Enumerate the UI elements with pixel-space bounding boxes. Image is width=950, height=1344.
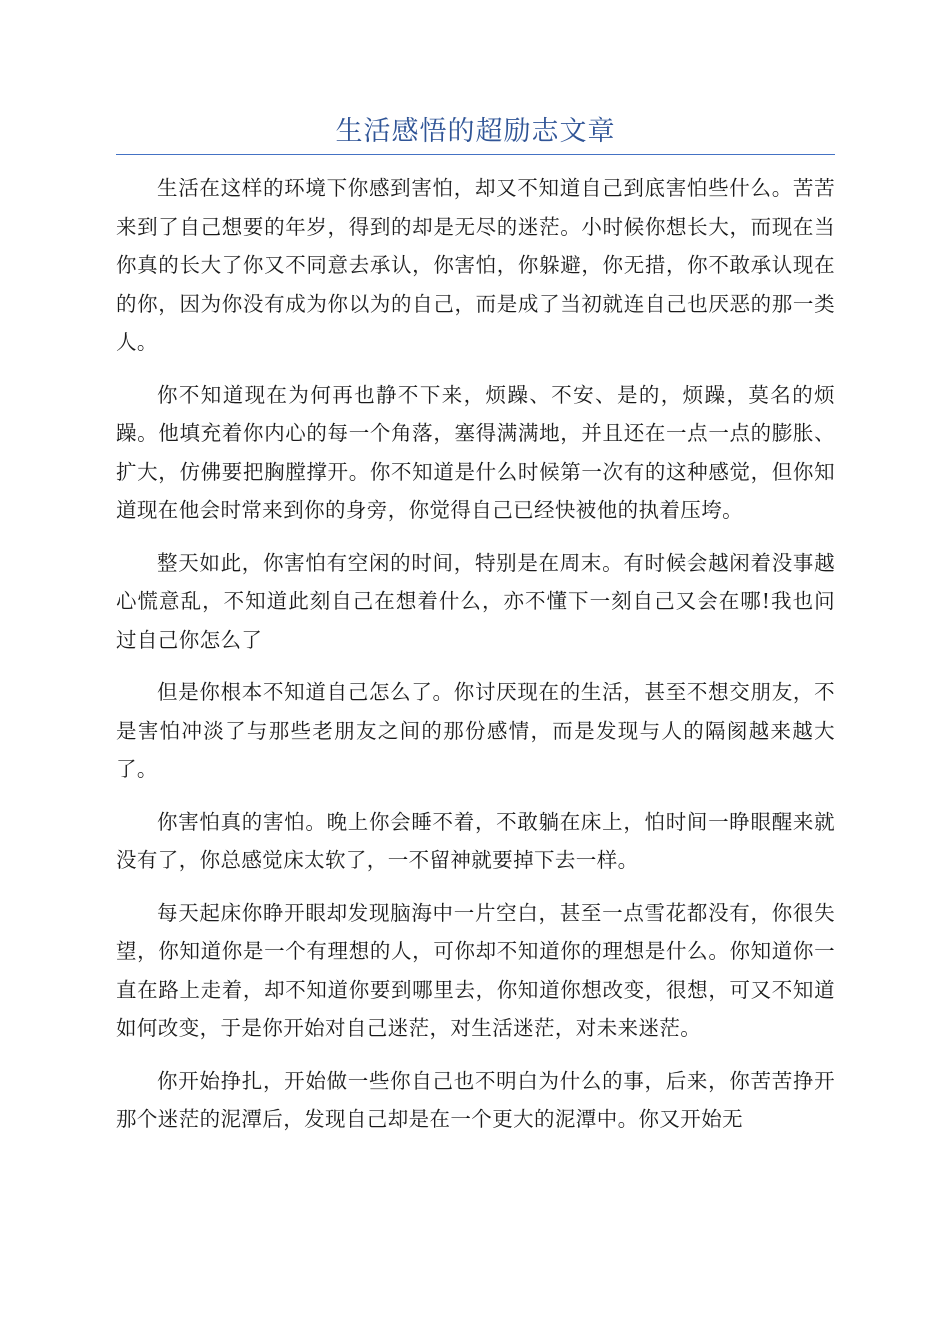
paragraph-2: 你不知道现在为何再也静不下来，烦躁、不安、是的，烦躁，莫名的烦躁。他填充着你内心的每一个角落，塞得满满地，并且还在一点一点的膨胀、扩大，仿佛要把胸膛撑开。你不知道是什么时候第一次有的这种感觉，但你知道现在他会时常来到你的身旁，你觉得自己已经快被他的执着压垮。 bbox=[116, 382, 835, 522]
paragraph-6: 每天起床你睁开眼却发现脑海中一片空白，甚至一点雪花都没有，你很失望，你知道你是一个有理想的人，可你却不知道你的理想是什么。你知道你一直在路上走着，却不知道你要到哪里去，你知道你想改变，很想，可又不知道如何改变，于是你开始对自己迷茫，对生活迷茫，对未来迷茫。 bbox=[116, 900, 835, 1040]
paragraph-7: 你开始挣扎，开始做一些你自己也不明白为什么的事，后来，你苦苦挣开那个迷茫的泥潭后，发现自己却是在一个更大的泥潭中。你又开始无 bbox=[116, 1068, 835, 1131]
title-underline-rule bbox=[116, 154, 835, 155]
paragraph-1: 生活在这样的环境下你感到害怕，却又不知道自己到底害怕些什么。苦苦来到了自己想要的年岁，得到的却是无尽的迷茫。小时候你想长大，而现在当你真的长大了你又不同意去承认，你害怕，你躲避，你无措，你不敢承认现在的你，因为你没有成为你以为的自己，而是成了当初就连自己也厌恶的那一类人。 bbox=[116, 176, 835, 354]
document-page bbox=[116, 112, 835, 1153]
paragraph-5: 你害怕真的害怕。晚上你会睡不着，不敢躺在床上，怕时间一睁眼醒来就没有了，你总感觉床太软了，一不留神就要掉下去一样。 bbox=[116, 809, 835, 872]
document-title: 生活感悟的超励志文章 bbox=[335, 116, 616, 147]
paragraph-4: 但是你根本不知道自己怎么了。你讨厌现在的生活，甚至不想交朋友，不是害怕冲淡了与那些老朋友之间的那份感情，而是发现与人的隔阂越来越大了。 bbox=[116, 680, 835, 781]
paragraph-3: 整天如此，你害怕有空闲的时间，特别是在周末。有时候会越闲着没事越心慌意乱，不知道此刻自己在想着什么，亦不懂下一刻自己又会在哪!我也问过自己你怎么了 bbox=[116, 550, 835, 652]
